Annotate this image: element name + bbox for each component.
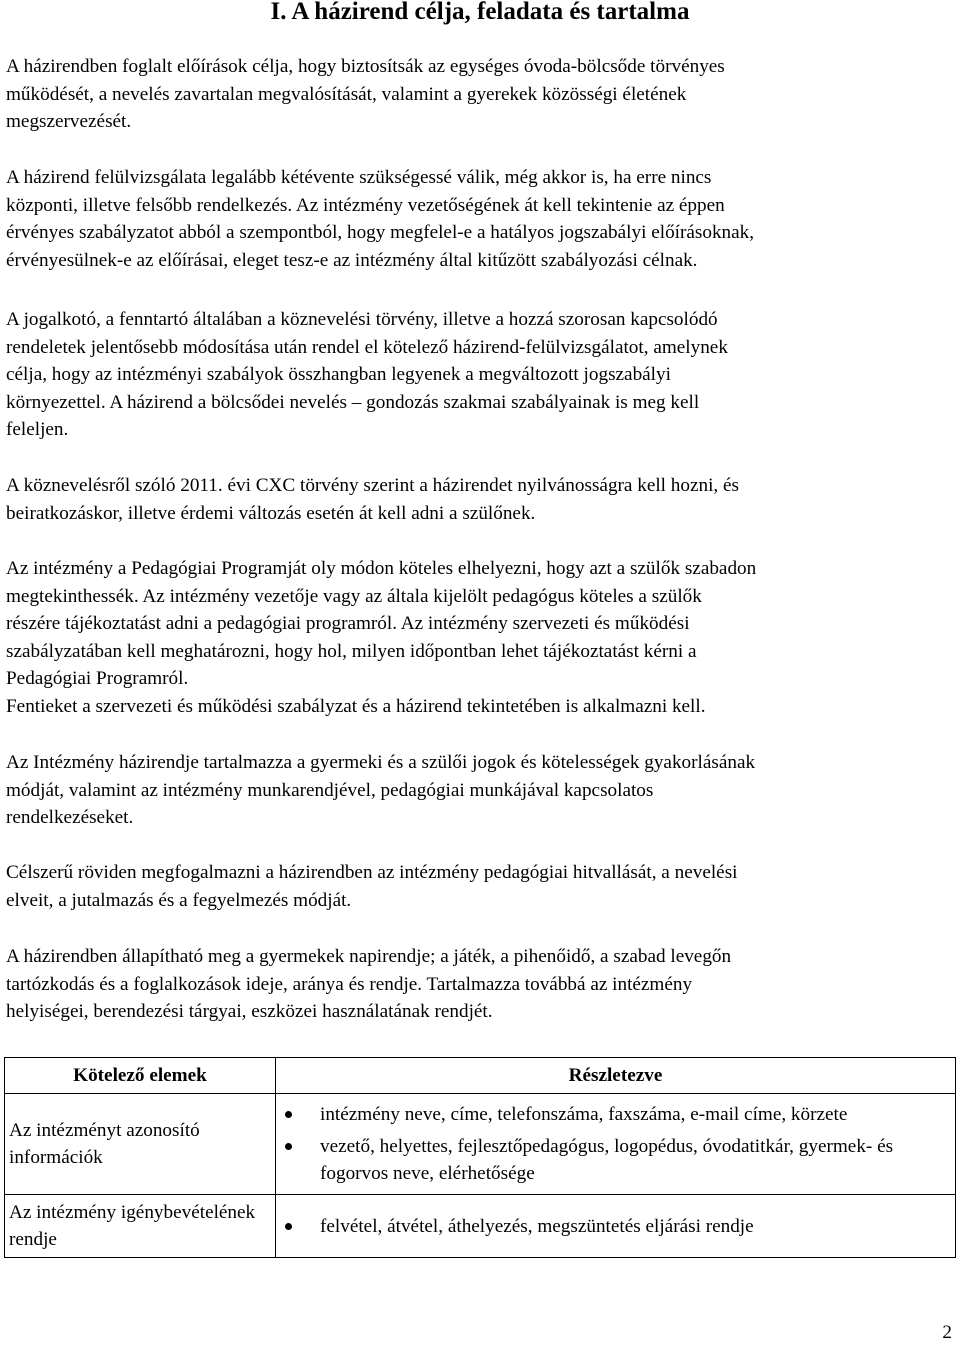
table-header-cell: Kötelező elemek <box>5 1058 276 1094</box>
table-row <box>5 1195 956 1258</box>
page-number: 2 <box>942 1322 952 1343</box>
list-item: intézmény neve, címe, telefonszáma, faxszáma, e-mail címe, körzete <box>282 1101 955 1128</box>
content-table <box>4 1057 956 1258</box>
bullet-list <box>282 1213 955 1240</box>
text-line: Az intézmény a Pedagógiai Programját oly módon köteles elhelyezni, hogy azt a szülők szabadon <box>6 558 757 579</box>
paragraph <box>6 555 954 721</box>
text-line: elveit, a jutalmazás és a fegyelmezés módját. <box>6 889 352 911</box>
text-line: Célszerű röviden megfogalmazni a házirendben az intézmény pedagógiai hitvallását, a nevelési <box>6 862 738 883</box>
text-line: tartózkodás és a foglalkozások ideje, aránya és rendje. Tartalmazza továbbá az intézmény <box>6 973 693 995</box>
paragraph <box>6 749 954 832</box>
bullet-list <box>282 1101 955 1187</box>
table-header-row <box>5 1058 956 1094</box>
text-line: érvényes szabályzatot abból a szempontból, hogy megfelel-e a hatályos jogszabályi előírásoknak, <box>6 222 755 244</box>
text-line: Pedagógiai Programról. <box>6 668 189 690</box>
text-line: megszervezését. <box>6 111 132 133</box>
table-header-cell: Részletezve <box>276 1058 956 1094</box>
paragraph <box>6 859 954 914</box>
text-line: A házirendben foglalt előírások célja, hogy biztosítsák az egységes óvoda-bölcsőde törvényes <box>6 56 725 77</box>
text-line: környezettel. A házirend a bölcsődei nevelés – gondozás szakmai szabályainak is meg kell <box>6 391 700 413</box>
text-line: feleljen. <box>6 419 69 441</box>
text-line: A köznevelésről szóló 2011. évi CXC törvény szerint a házirendet nyilvánosságra kell hozni, és <box>6 475 740 496</box>
text-line: beiratkozáskor, illetve érdemi változás esetén át kell adni a szülőnek. <box>6 502 536 524</box>
text-line: Az Intézmény házirendje tartalmazza a gyermeki és a szülői jogok és kötelességek gyakorlásának <box>6 752 756 773</box>
list-item: vezető, helyettes, fejlesztőpedagógus, logopédus, óvodatitkár, gyermek- és fogorvos neve, elérhetősége <box>282 1133 955 1187</box>
text-line: módját, valamint az intézmény munkarendjével, pedagógiai munkájával kapcsolatos <box>6 779 654 801</box>
text-line: szabályzatában kell meghatározni, hogy hol, milyen időpontban lehet tájékoztatást kérni a <box>6 640 697 662</box>
paragraph <box>6 943 954 1026</box>
table-row-label: Az intézmény igénybevételének rendje <box>5 1195 276 1258</box>
text-line: A házirend felülvizsgálata legalább kétévente szükségessé válik, még akkor is, ha erre nincs <box>6 167 712 188</box>
text-line: A jogalkotó, a fenntartó általában a köznevelési törvény, illetve a hozzá szorosan kapcsolódó <box>6 309 718 330</box>
table-row-label: Az intézményt azonosító információk <box>5 1094 276 1195</box>
text-line: működését, a nevelés zavartalan megvalósítását, valamint a gyerekek közösségi életének <box>6 83 687 105</box>
paragraph <box>6 472 954 527</box>
text-line: helyiségei, berendezési tárgyai, eszközei használatának rendjét. <box>6 1001 493 1023</box>
text-line: központi, illetve felsőbb rendelkezés. Az intézmény vezetőségének át kell tekintenie az éppen <box>6 194 725 216</box>
text-line: rendelkezéseket. <box>6 807 134 829</box>
page-title: I. A házirend célja, feladata és tartalma <box>270 0 690 25</box>
text-line: Fentieket a szervezeti és működési szabályzat és a házirend tekintetében is alkalmazni kell. <box>6 695 706 717</box>
text-line: célja, hogy az intézményi szabályok összhangban legyenek a megváltozott jogszabályi <box>6 364 671 386</box>
list-item: felvétel, átvétel, áthelyezés, megszüntetés eljárási rendje <box>282 1213 955 1240</box>
paragraph <box>6 164 954 274</box>
paragraph <box>6 306 954 444</box>
table-row <box>5 1094 956 1195</box>
text-line: rendeletek jelentősebb módosítása után rendel el kötelező házirend-felülvizsgálatot, amelynek <box>6 336 728 358</box>
table-row-details <box>276 1094 956 1195</box>
text-line: megtekinthessék. Az intézmény vezetője vagy az általa kijelölt pedagógus köteles a szülők <box>6 585 702 607</box>
text-line: részére tájékoztatást adni a pedagógiai programról. Az intézmény szervezeti és működési <box>6 613 690 635</box>
text-line: A házirendben állapítható meg a gyermekek napirendje; a játék, a pihenőidő, a szabad levegőn <box>6 946 732 967</box>
paragraph <box>6 53 954 136</box>
table-row-details <box>276 1195 956 1258</box>
text-line: érvényesülnek-e az előírásai, eleget tesz-e az intézmény által kitűzött szabályozási célnak. <box>6 249 698 271</box>
